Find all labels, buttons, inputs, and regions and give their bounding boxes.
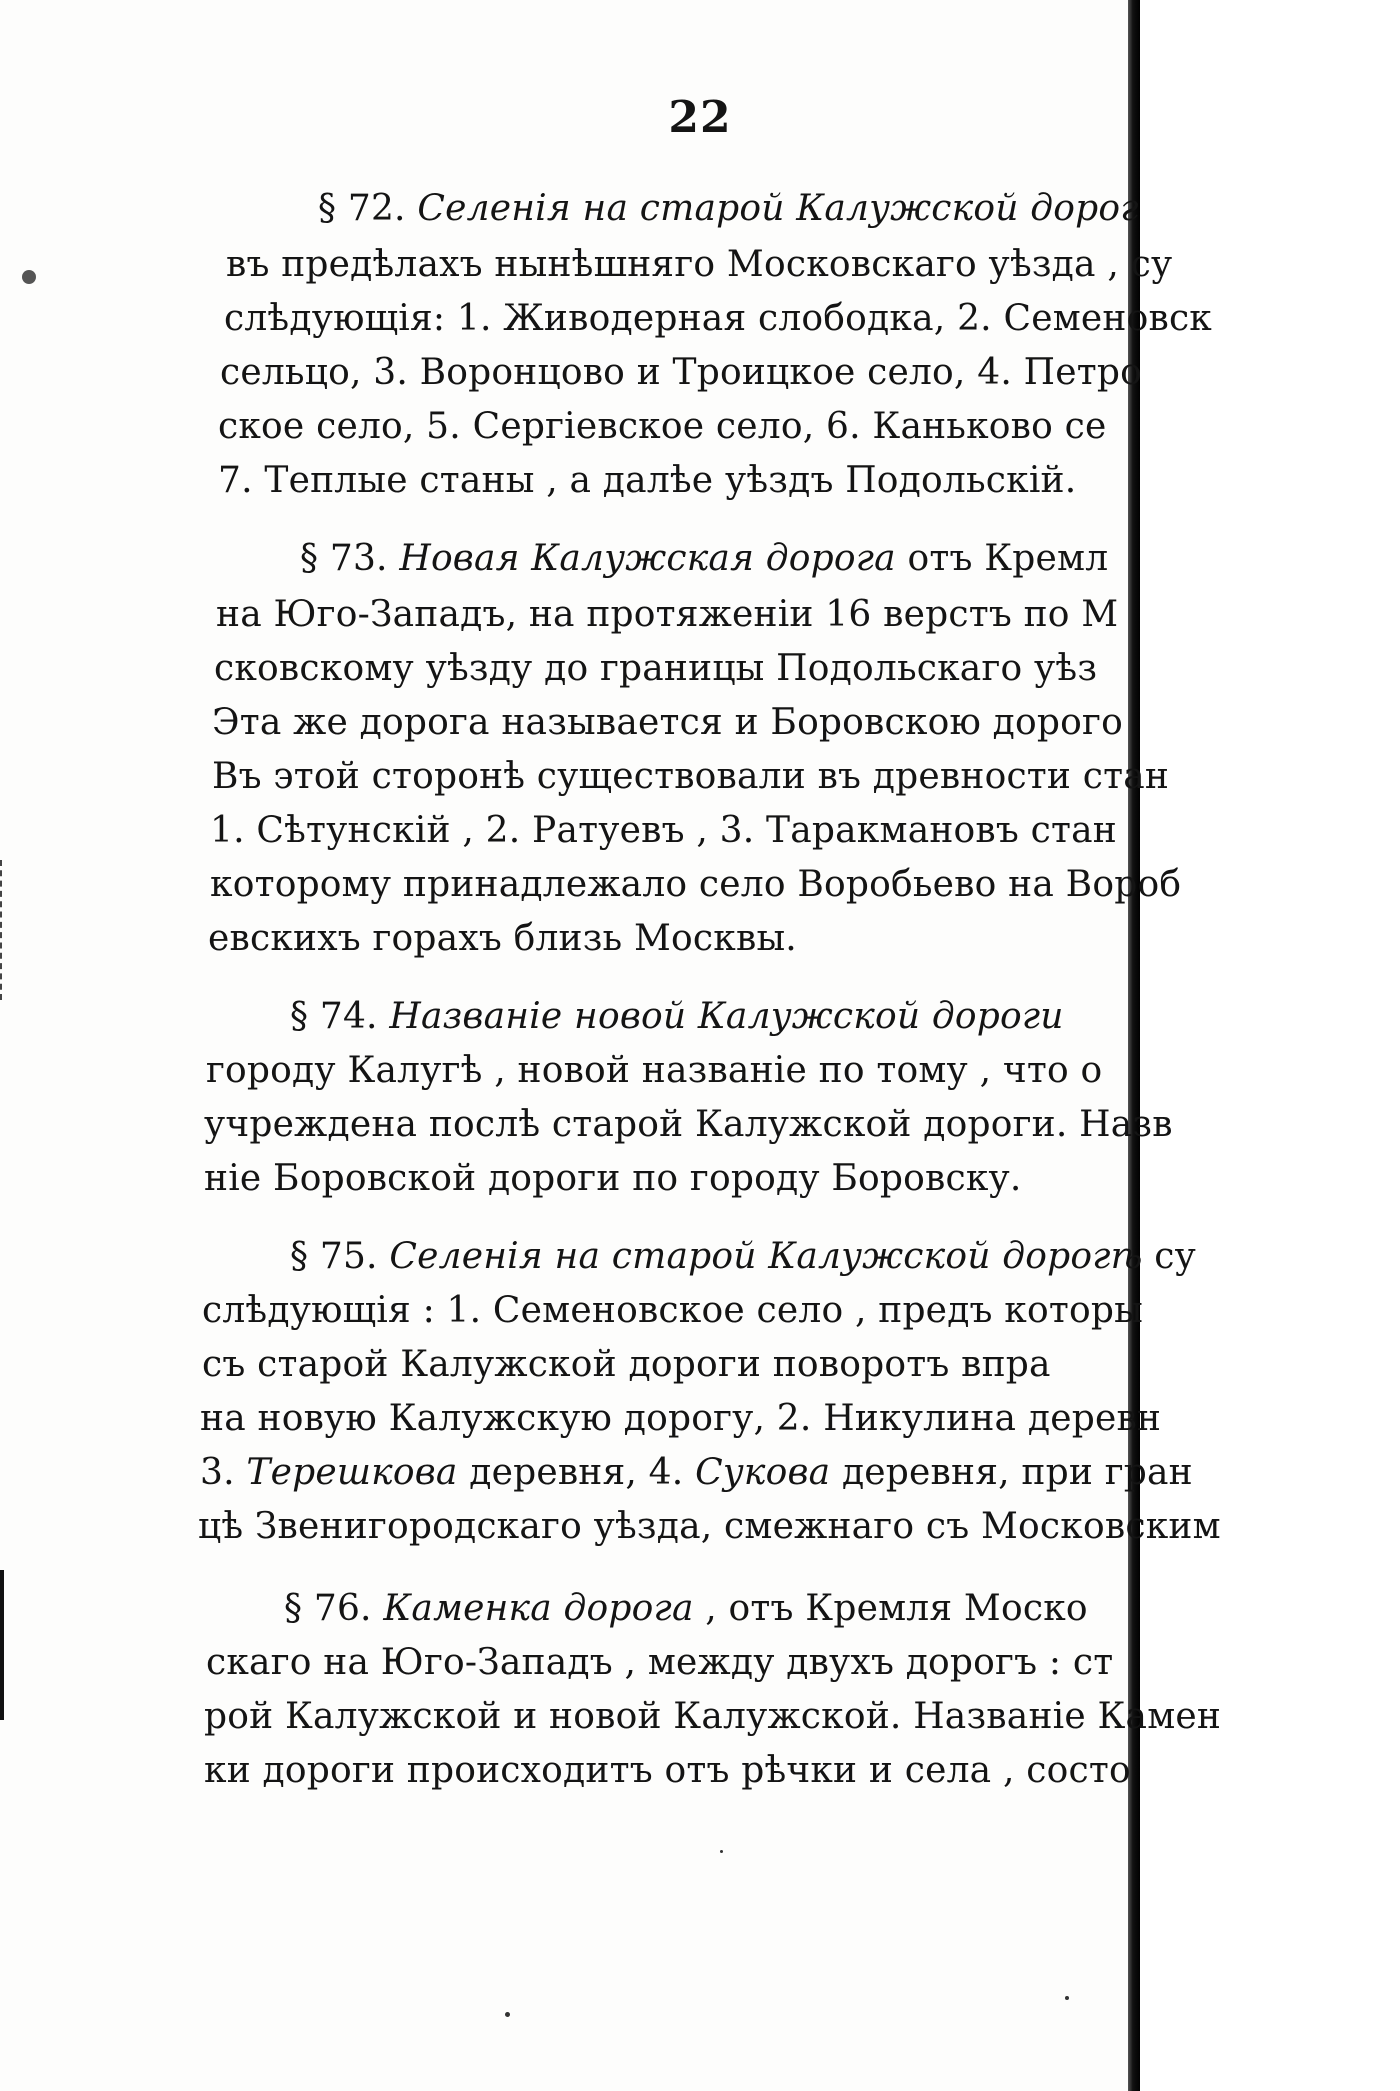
text-line [202,1284,1143,1338]
page-number: 22 [668,92,732,143]
text-segment: съ старой Калужской дороги поворотъ впра [202,1344,1051,1385]
italic-text: Сукова [695,1452,831,1493]
margin-mark [0,860,14,1000]
text-line [202,1338,1128,1392]
text-segment: рой Калужской и новой Калужской. Названіе Камен [204,1696,1222,1737]
text-segment: городу Калугѣ , новой названіе по тому , что о [206,1050,1103,1091]
text-segment: 7. Теплые станы , а далѣе уѣздъ Подольскій. [218,460,1077,501]
text-segment: § 73. [300,538,400,579]
text-line [218,400,1128,454]
text-line [210,804,1128,858]
text-segment: на Юго-Западъ, на протяженіи 16 верстъ по М [216,594,1119,635]
text-segment: § 74. [290,996,390,1037]
text-segment: слѣдующія : 1. Семеновское село , предъ которы [202,1290,1143,1331]
text-segment: , отъ Кремля Моско [693,1588,1088,1629]
text-segment: учреждена послѣ старой Калужской дороги. Назв [204,1104,1173,1145]
text-segment: слѣдующія: 1. Живодерная слободка, 2. Семеновск [224,298,1213,339]
text-line [318,182,1139,236]
text-line [214,642,1128,696]
text-segment: скаго на Юго-Западъ , между двухъ дорогъ : ст [206,1642,1114,1683]
text-line [206,1636,1128,1690]
text-line [216,588,1128,642]
italic-text: Селенія на старой Калужской дорогѣ [389,1236,1143,1277]
text-segment: сковскому уѣзду до границы Подольскаго уѣз [214,648,1098,689]
text-segment: въ предѣлахъ нынѣшняго Московскаго уѣзда , су [226,244,1173,285]
text-segment: цѣ Звенигородскаго уѣзда, смежнаго съ Московским [198,1506,1221,1547]
text-segment: деревня, при гран [830,1452,1193,1493]
italic-text: Селенія на старой Калужской дорог [417,188,1139,229]
dust-speck [22,270,36,284]
italic-text: Новая Калужская дорога [399,538,896,579]
text-segment: § 72. [318,188,418,229]
text-line [204,1098,1173,1152]
text-segment: 3. [200,1452,247,1493]
italic-text: Каменка дорога [383,1588,694,1629]
italic-text: Названіе новой Калужской дороги [389,996,1064,1037]
text-line [204,1152,1128,1206]
dust-speck [505,2012,510,2017]
text-line [290,1230,1197,1284]
text-line [200,1392,1162,1446]
text-segment: евскихъ горахъ близь Москвы. [208,918,797,959]
text-segment: Въ этой сторонѣ существовали въ древности стан [212,756,1170,797]
text-line [204,1690,1222,1744]
text-line [284,1582,1128,1636]
text-line [224,292,1213,346]
text-line [220,346,1142,400]
text-segment: ніе Боровской дороги по городу Боровску. [204,1158,1022,1199]
text-segment: су [1142,1236,1197,1277]
text-line [198,1500,1221,1554]
text-segment: 1. Сѣтунскій , 2. Ратуевъ , 3. Таракмановъ стан [210,810,1117,851]
text-segment: деревня, 4. [457,1452,696,1493]
text-line [290,990,1128,1044]
italic-text: Терешкова [246,1452,458,1493]
dust-speck [720,1850,723,1853]
text-segment: которому принадлежало село Воробьево на Вороб [210,864,1182,905]
text-line [200,1446,1193,1500]
text-segment: на новую Калужскую дорогу, 2. Никулина деревн [200,1398,1162,1439]
text-line [212,696,1128,750]
text-segment: § 75. [290,1236,390,1277]
text-line [212,750,1170,804]
text-segment: § 76. [284,1588,384,1629]
dust-speck [1065,1996,1069,2000]
text-line [300,532,1128,586]
text-segment: ки дороги происходитъ отъ рѣчки и села , состо [204,1750,1131,1791]
margin-mark [0,1570,16,1720]
text-line [210,858,1182,912]
text-line [206,1044,1128,1098]
text-line [208,912,1128,966]
text-line [218,454,1128,508]
text-segment: отъ Кремл [895,538,1109,579]
text-line [204,1744,1131,1798]
text-segment: ское село, 5. Сергіевское село, 6. Каньково се [218,406,1107,447]
text-line [226,238,1173,292]
text-segment: сельцо, 3. Воронцово и Троицкое село, 4. Петро [220,352,1142,393]
text-segment: Эта же дорога называется и Боровскою дорого [212,702,1123,743]
